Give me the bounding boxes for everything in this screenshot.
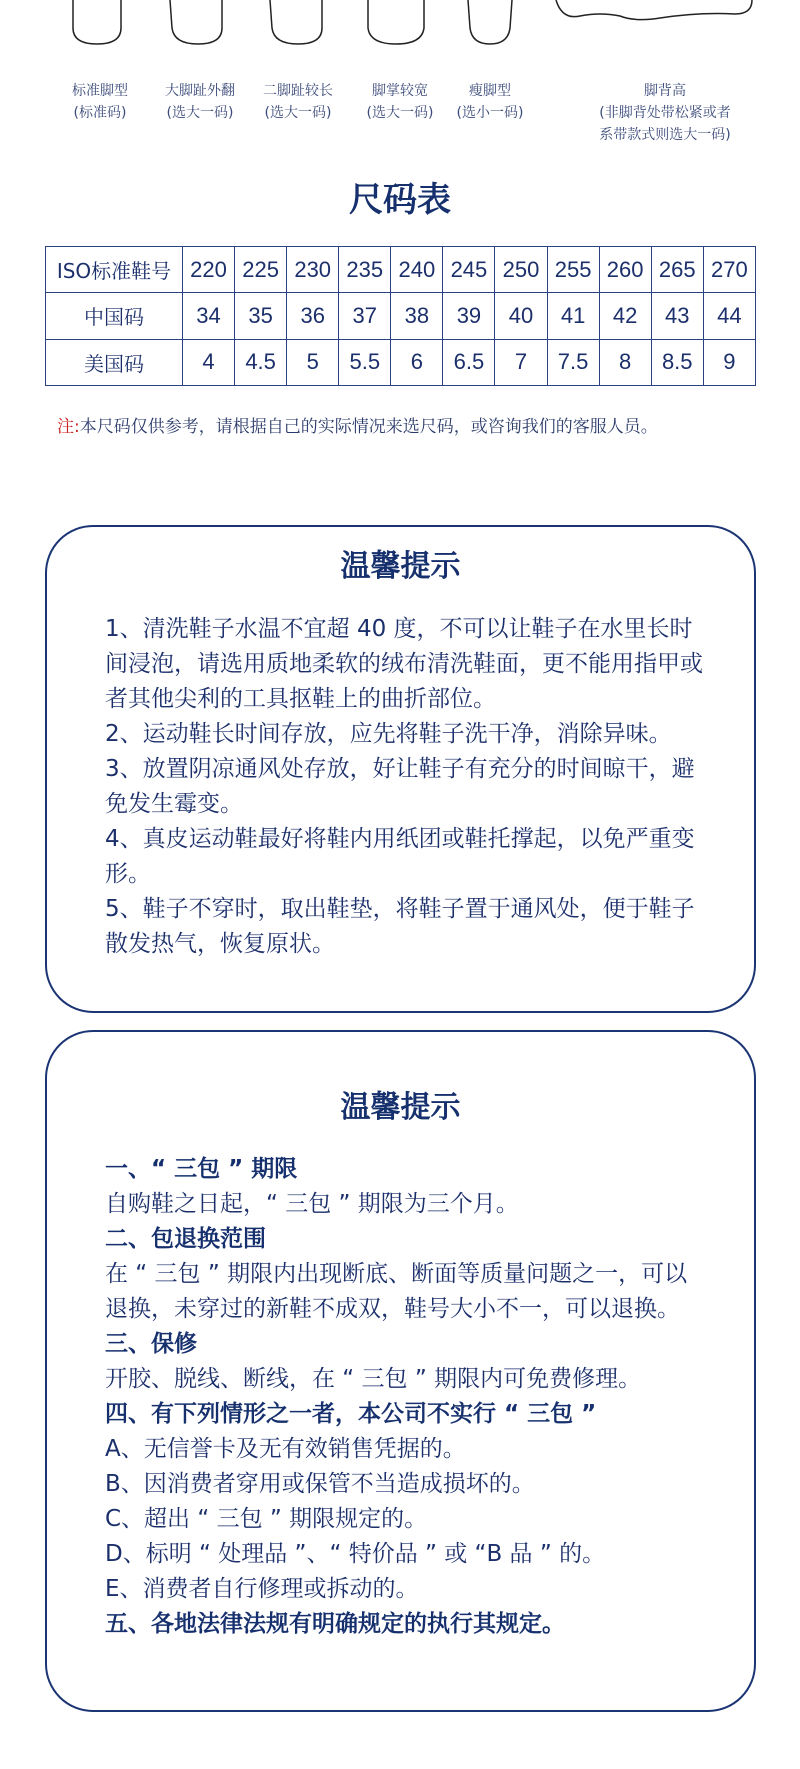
note-text: 本尺码仅供参考，请根据自己的实际情况来选尺码，或咨询我们的客服人员。 <box>79 417 658 437</box>
size-cell: 44 <box>703 293 755 339</box>
foot-type-note: (标准码) <box>73 105 127 121</box>
foot-type-name: 脚掌较宽 <box>372 83 428 99</box>
size-cell: 245 <box>443 247 495 293</box>
foot-type-bunion <box>155 80 245 124</box>
size-cell: 41 <box>547 293 599 339</box>
foot-type-standard <box>60 80 140 124</box>
size-row <box>46 293 756 339</box>
size-chart-title: 尺码表 <box>349 180 451 220</box>
size-cell: 6 <box>391 339 443 385</box>
size-row <box>46 247 756 293</box>
warranty-body <box>105 1152 705 1642</box>
foot-outline-drawings <box>0 0 800 50</box>
care-tip-item: 4、真皮运动鞋最好将鞋内用纸团或鞋托撑起，以免严重变形。 <box>105 826 695 887</box>
size-row <box>46 339 756 385</box>
warranty-line: C、超出 “ 三包 ” 期限规定的。 <box>105 1506 428 1532</box>
warranty-heading: 一、“ 三包 ” 期限 <box>105 1156 298 1182</box>
size-chart-note <box>57 412 658 437</box>
size-cell: 7 <box>495 339 547 385</box>
care-tip-item: 5、鞋子不穿时，取出鞋垫，将鞋子置于通风处，便于鞋子散发热气，恢复原状。 <box>105 896 695 957</box>
warranty-heading: 四、有下列情形之一者，本公司不实行 “ 三包 ” <box>105 1401 597 1427</box>
size-chart-table <box>45 246 756 386</box>
size-cell: 255 <box>547 247 599 293</box>
foot-type-slim <box>450 80 530 124</box>
warranty-box <box>45 1030 756 1712</box>
size-cell: 5 <box>287 339 339 385</box>
warranty-heading: 二、包退换范围 <box>105 1226 266 1252</box>
care-tips-body <box>105 612 705 962</box>
foot-type-name: 脚背高 <box>644 83 686 99</box>
foot-type-name: 标准脚型 <box>72 83 128 99</box>
size-cell: 8.5 <box>651 339 703 385</box>
size-cell: 4.5 <box>235 339 287 385</box>
size-cell: 235 <box>339 247 391 293</box>
foot-type-note: (选大一码) <box>166 105 234 121</box>
warranty-line: B、因消费者穿用或保管不当造成损坏的。 <box>105 1471 535 1497</box>
warranty-line: E、消费者自行修理或拆动的。 <box>105 1576 419 1602</box>
foot-outline-long-second-toe <box>270 0 322 44</box>
foot-type-high-instep <box>585 80 745 146</box>
size-cell: 5.5 <box>339 339 391 385</box>
size-cell: 225 <box>235 247 287 293</box>
size-row-label: ISO标准鞋号 <box>46 247 183 293</box>
size-cell: 42 <box>599 293 651 339</box>
size-row-label: 美国码 <box>46 339 183 385</box>
warranty-heading: 三、保修 <box>105 1331 197 1357</box>
warranty-line: A、无信誉卡及无有效销售凭据的。 <box>105 1436 466 1462</box>
size-cell: 4 <box>183 339 235 385</box>
size-cell: 220 <box>183 247 235 293</box>
foot-outline-standard <box>73 0 121 44</box>
warranty-title: 温馨提示 <box>340 1090 461 1125</box>
size-cell: 39 <box>443 293 495 339</box>
foot-type-note: (选大一码) <box>264 105 332 121</box>
foot-type-note: (非脚背处带松紧或者 <box>599 105 731 121</box>
note-mark: 注: <box>57 417 80 437</box>
foot-type-name: 大脚趾外翻 <box>165 83 235 99</box>
size-row-label: 中国码 <box>46 293 183 339</box>
foot-outline-slim <box>468 0 512 44</box>
size-cell: 260 <box>599 247 651 293</box>
size-cell: 9 <box>703 339 755 385</box>
warranty-heading: 五、各地法律法规有明确规定的执行其规定。 <box>105 1611 565 1637</box>
size-cell: 43 <box>651 293 703 339</box>
size-cell: 270 <box>703 247 755 293</box>
foot-type-long-second-toe <box>253 80 343 124</box>
size-cell: 34 <box>183 293 235 339</box>
foot-type-guide <box>0 0 800 150</box>
foot-type-note-continued: 系带款式则选大一码) <box>599 127 731 143</box>
size-cell: 240 <box>391 247 443 293</box>
size-cell: 230 <box>287 247 339 293</box>
foot-outline-bunion <box>170 0 222 44</box>
size-cell: 37 <box>339 293 391 339</box>
care-tip-item: 1、清洗鞋子水温不宜超 40 度，不可以让鞋子在水里长时间浸泡，请选用质地柔软的绒布清洗鞋面，更不能用指甲或者其他尖利的工具抠鞋上的曲折部位。 <box>105 616 703 712</box>
size-cell: 6.5 <box>443 339 495 385</box>
warranty-line: 自购鞋之日起，“ 三包 ” 期限为三个月。 <box>105 1191 519 1217</box>
foot-outline-high-instep <box>556 0 752 20</box>
size-cell: 36 <box>287 293 339 339</box>
warranty-line: 开胶、脱线、断线，在 “ 三包 ” 期限内可免费修理。 <box>105 1366 642 1392</box>
foot-type-note: (选大一码) <box>366 105 434 121</box>
size-cell: 38 <box>391 293 443 339</box>
size-cell: 7.5 <box>547 339 599 385</box>
size-cell: 8 <box>599 339 651 385</box>
foot-type-note: (选小一码) <box>456 105 524 121</box>
care-tips-title: 温馨提示 <box>340 549 461 584</box>
foot-type-name: 瘦脚型 <box>469 83 511 99</box>
size-cell: 265 <box>651 247 703 293</box>
foot-outline-wide <box>368 0 424 44</box>
warranty-line: D、标明 “ 处理品 ”、“ 特价品 ” 或 “B 品 ” 的。 <box>105 1541 606 1567</box>
care-tip-item: 3、放置阴凉通风处存放，好让鞋子有充分的时间晾干，避免发生霉变。 <box>105 756 695 817</box>
foot-type-wide <box>355 80 445 124</box>
care-tips-box <box>45 525 756 1013</box>
care-tip-item: 2、运动鞋长时间存放，应先将鞋子洗干净，消除异味。 <box>105 721 672 747</box>
size-cell: 40 <box>495 293 547 339</box>
foot-type-name: 二脚趾较长 <box>263 83 333 99</box>
warranty-line: 在 “ 三包 ” 期限内出现断底、断面等质量问题之一，可以退换，未穿过的新鞋不成双，鞋号大小不一，可以退换。 <box>105 1261 688 1322</box>
size-cell: 35 <box>235 293 287 339</box>
size-cell: 250 <box>495 247 547 293</box>
